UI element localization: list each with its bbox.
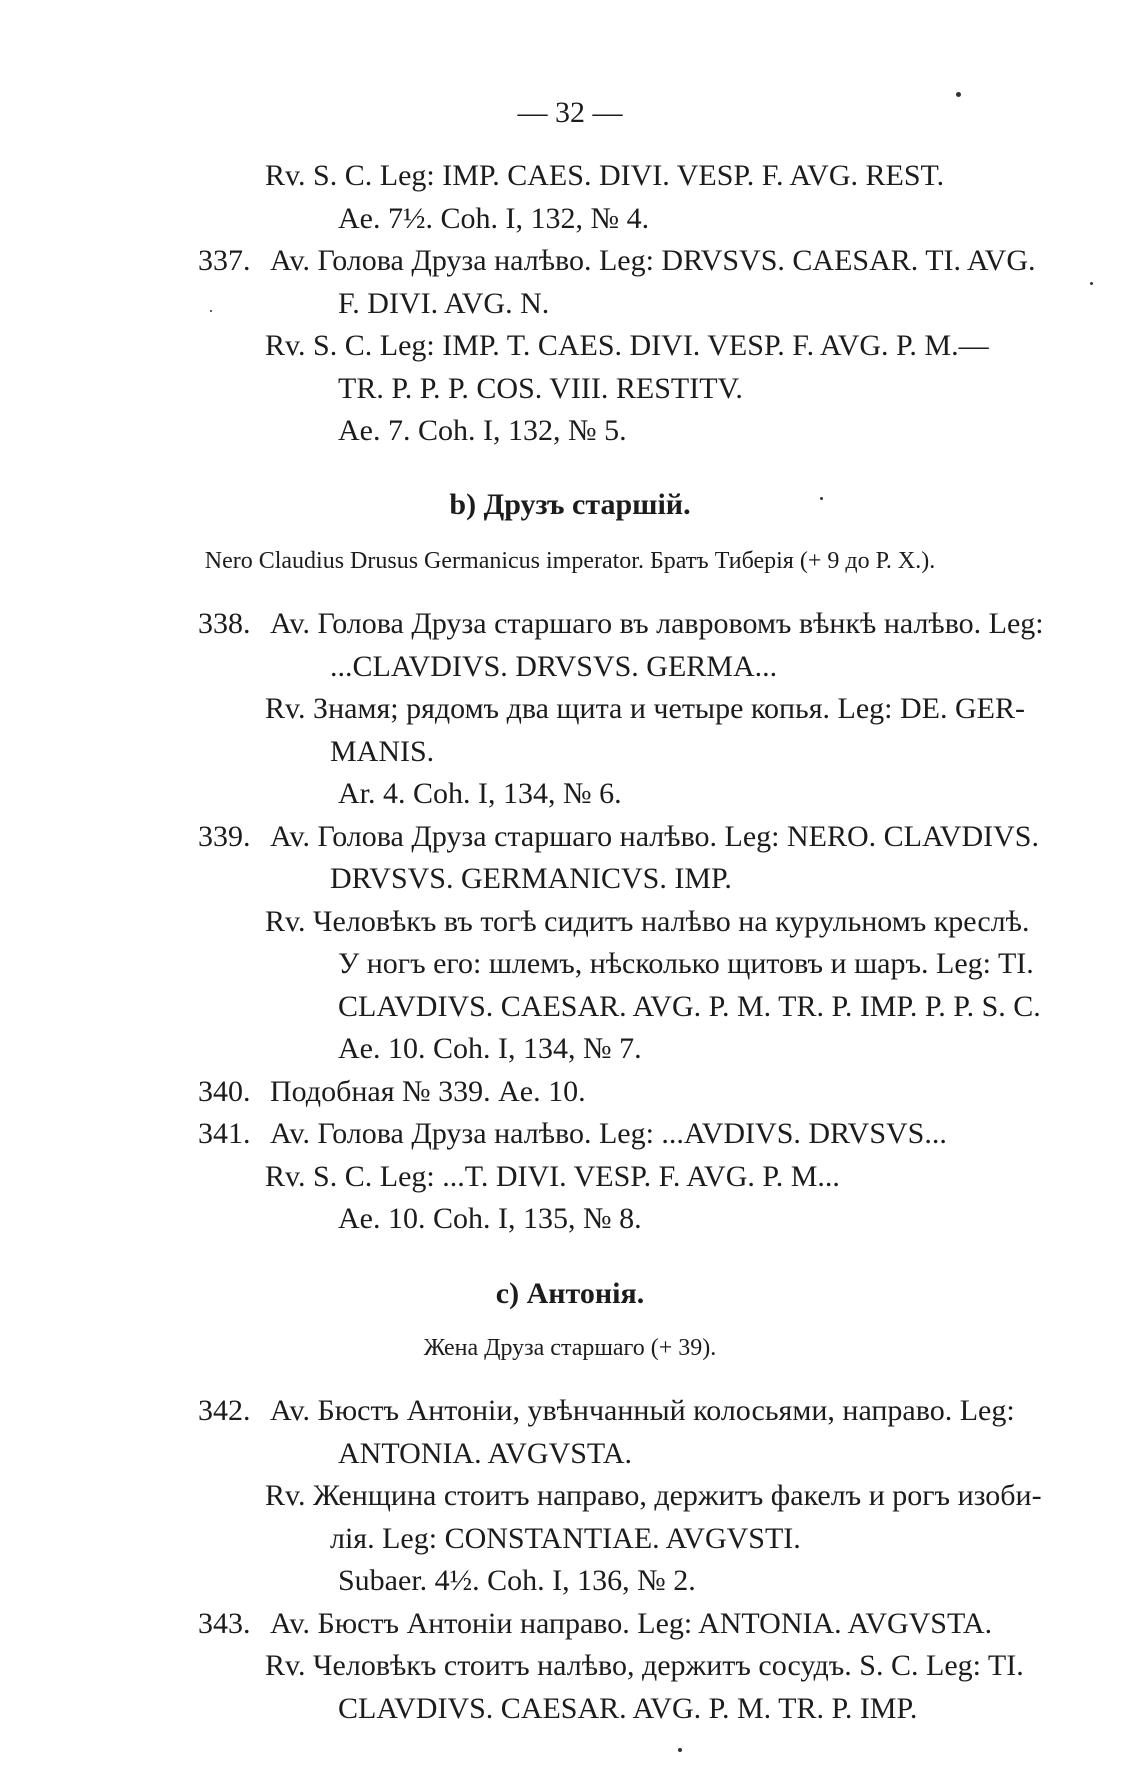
entry-number: 337. xyxy=(198,244,251,277)
section-heading: c) Антонія. xyxy=(495,1277,645,1310)
text-line: Av. Голова Друза старшаго въ лавровомъ вѣнкѣ налѣво. Leg: xyxy=(270,607,1044,640)
text-line: Av. Бюстъ Антоніи, увѣнчанный колосьями, направо. Leg: xyxy=(270,1394,1015,1427)
text-line: Av. Бюстъ Антоніи направо. Leg: ANTONIA. AVGVSTA. xyxy=(270,1607,993,1640)
text-line: MANIS. xyxy=(330,735,435,768)
page-number: — 32 — xyxy=(517,96,623,129)
text-line: Rv. Человѣкъ стоитъ налѣво, держитъ сосудъ. S. C. Leg: TI. xyxy=(265,1649,1024,1682)
text-line: Подобная № 339. Ae. 10. xyxy=(270,1075,586,1108)
text-line: Rv. Человѣкъ въ тогѣ сидитъ налѣво на курульномъ креслѣ. xyxy=(265,905,1030,938)
text-line: Ae. 7½. Coh. I, 132, № 4. xyxy=(338,202,650,235)
text-line: TR. P. P. P. COS. VIII. RESTITV. xyxy=(338,372,743,405)
text-line: Av. Голова Друза налѣво. Leg: ...AVDIVS. DRVSVS... xyxy=(270,1117,947,1150)
text-line: Ae. 7. Coh. I, 132, № 5. xyxy=(338,414,627,447)
text-line: CLAVDIVS. CAESAR. AVG. P. M. TR. P. IMP. P. P. S. C. xyxy=(338,990,1041,1023)
entry-number: 338. xyxy=(198,607,251,640)
text-line: Ae. 10. Coh. I, 135, № 8. xyxy=(338,1202,642,1235)
entry-number: 340. xyxy=(198,1075,251,1108)
text-line: Rv. Знамя; рядомъ два щита и четыре копья. Leg: DE. GER- xyxy=(265,692,1025,725)
entry-number: 342. xyxy=(198,1394,251,1427)
text-line: Av. Голова Друза старшаго налѣво. Leg: NERO. CLAVDIVS. xyxy=(270,820,1039,853)
entry-number: 343. xyxy=(198,1607,251,1640)
section-subtitle: Жена Друза старшаго (+ 39). xyxy=(423,1335,717,1361)
text-line: Rv. S. C. Leg: IMP. CAES. DIVI. VESP. F. AVG. REST. xyxy=(265,159,945,192)
text-line: Ar. 4. Coh. I, 134, № 6. xyxy=(338,777,622,810)
text-line: У ногъ его: шлемъ, нѣсколько щитовъ и шаръ. Leg: TI. xyxy=(338,947,1034,980)
text-line: Rv. S. C. Leg: IMP. T. CAES. DIVI. VESP. F. AVG. P. M.— xyxy=(265,329,989,362)
text-line: ...CLAVDIVS. DRVSVS. GERMA... xyxy=(330,650,778,683)
text-line: CLAVDIVS. CAESAR. AVG. P. M. TR. P. IMP. xyxy=(338,1692,918,1725)
print-speck xyxy=(956,92,961,97)
section-heading: b) Друзъ старшій. xyxy=(449,488,691,521)
text-line: Ae. 10. Coh. I, 134, № 7. xyxy=(338,1032,642,1065)
text-line: лія. Leg: CONSTANTIAE. AVGVSTI. xyxy=(330,1522,801,1555)
text-line: Av. Голова Друза налѣво. Leg: DRVSVS. CAESAR. TI. AVG. xyxy=(270,244,1036,277)
print-speck xyxy=(210,310,212,312)
text-line: DRVSVS. GERMANICVS. IMP. xyxy=(330,862,732,895)
text-line: Rv. Женщина стоитъ направо, держитъ факелъ и рогъ изоби- xyxy=(265,1479,1042,1512)
entry-number: 341. xyxy=(198,1117,251,1150)
text-line: ANTONIA. AVGVSTA. xyxy=(338,1437,633,1470)
print-speck xyxy=(820,497,823,500)
text-line: Rv. S. C. Leg: ...T. DIVI. VESP. F. AVG. P. M... xyxy=(265,1160,840,1193)
print-speck xyxy=(1090,282,1093,285)
text-line: Subaer. 4½. Coh. I, 136, № 2. xyxy=(338,1564,696,1597)
text-line: F. DIVI. AVG. N. xyxy=(338,287,550,320)
entry-number: 339. xyxy=(198,820,251,853)
section-subtitle: Nero Claudius Drusus Germanicus imperator. Братъ Тиберія (+ 9 до Р. Х.). xyxy=(204,548,936,574)
print-speck xyxy=(678,1748,682,1752)
